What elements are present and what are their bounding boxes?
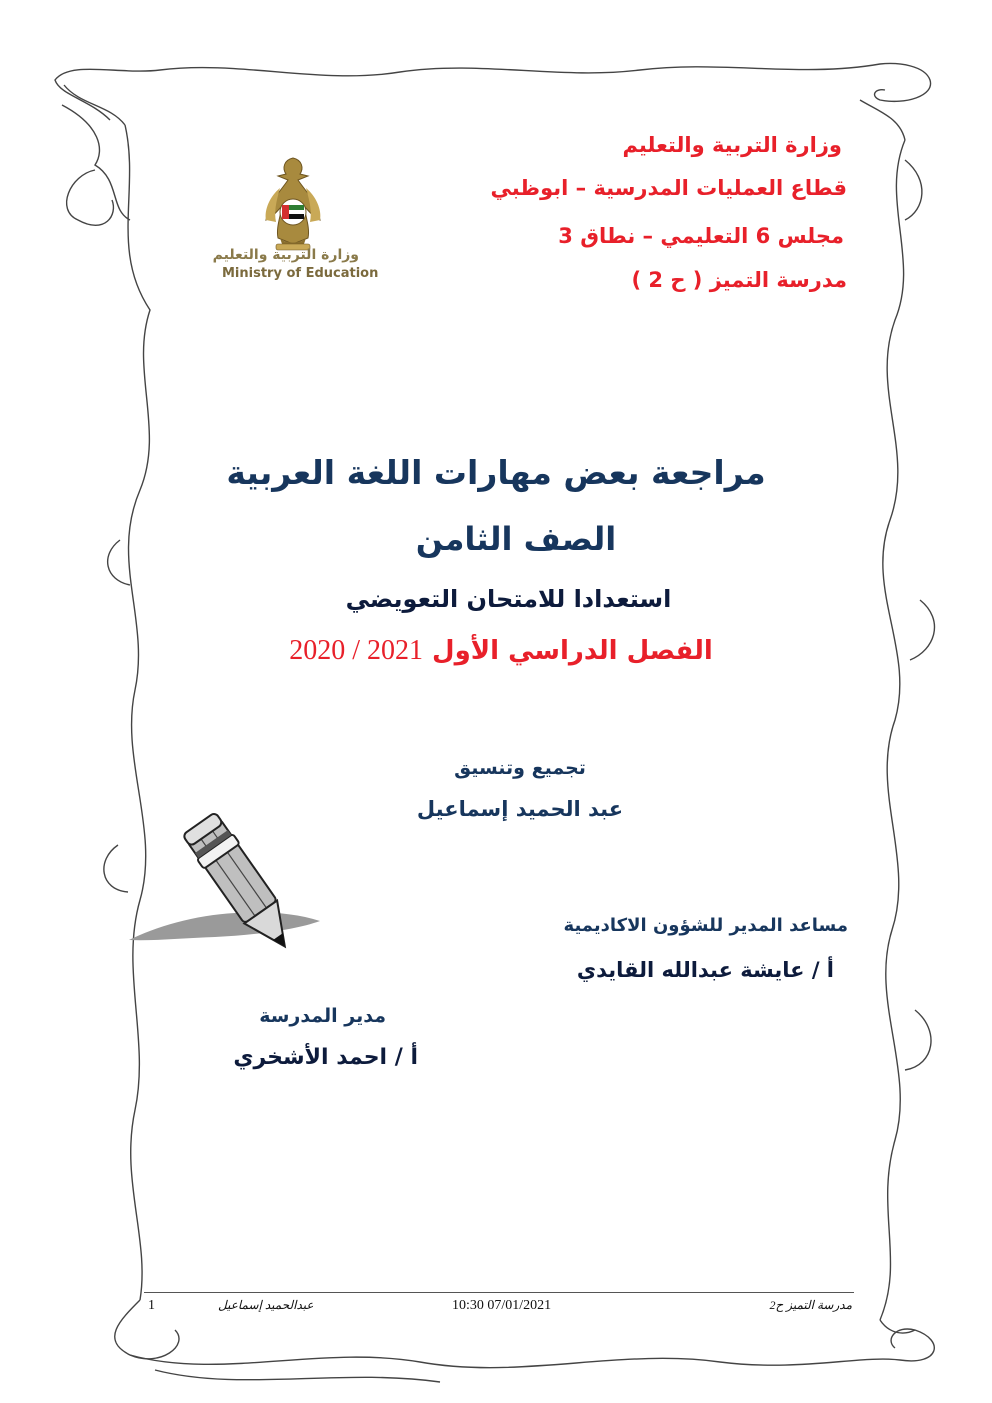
principal-title: مدير المدرسة: [259, 1005, 386, 1027]
header-ministry: وزارة التربية والتعليم: [622, 133, 842, 157]
footer-divider: [144, 1292, 854, 1293]
footer-author-signature: عبدالحميد إسماعيل: [218, 1298, 314, 1312]
footer-timestamp: 10:30 07/01/2021: [452, 1298, 552, 1313]
credits-label: تجميع وتنسيق: [454, 757, 586, 779]
page-number: 1: [148, 1298, 155, 1313]
footer-school-signature: مدرسة التميز ح2: [769, 1298, 852, 1312]
header-council: مجلس 6 التعليمي – نطاق 3: [558, 224, 844, 248]
assistant-principal-title: مساعد المدير للشؤون الاكاديمية: [563, 915, 848, 936]
term-line: [0, 635, 992, 667]
term-years: 2020 / 2021: [289, 635, 423, 666]
logo-name-arabic: وزارة التربية والتعليم: [212, 247, 359, 263]
logo-name-english: Ministry of Education: [222, 266, 379, 281]
header-school: مدرسة التميز ( ح 2 ): [631, 268, 847, 292]
grade-title: الصف الثامن: [415, 520, 617, 558]
principal-name: أ / احمد الأشخري: [233, 1045, 418, 1070]
term-label: الفصل الدراسي الأول: [432, 636, 713, 666]
page-title: مراجعة بعض مهارات اللغة العربية: [226, 453, 766, 492]
assistant-principal-name: أ / عايشة عبدالله القايدي: [576, 958, 834, 982]
credits-author: عبد الحميد إسماعيل: [416, 797, 624, 821]
header-sector: قطاع العمليات المدرسية – ابوظبي: [490, 176, 847, 200]
purpose-subtitle: استعدادا للامتحان التعويضي: [345, 585, 672, 613]
pencil-icon: [125, 775, 335, 950]
